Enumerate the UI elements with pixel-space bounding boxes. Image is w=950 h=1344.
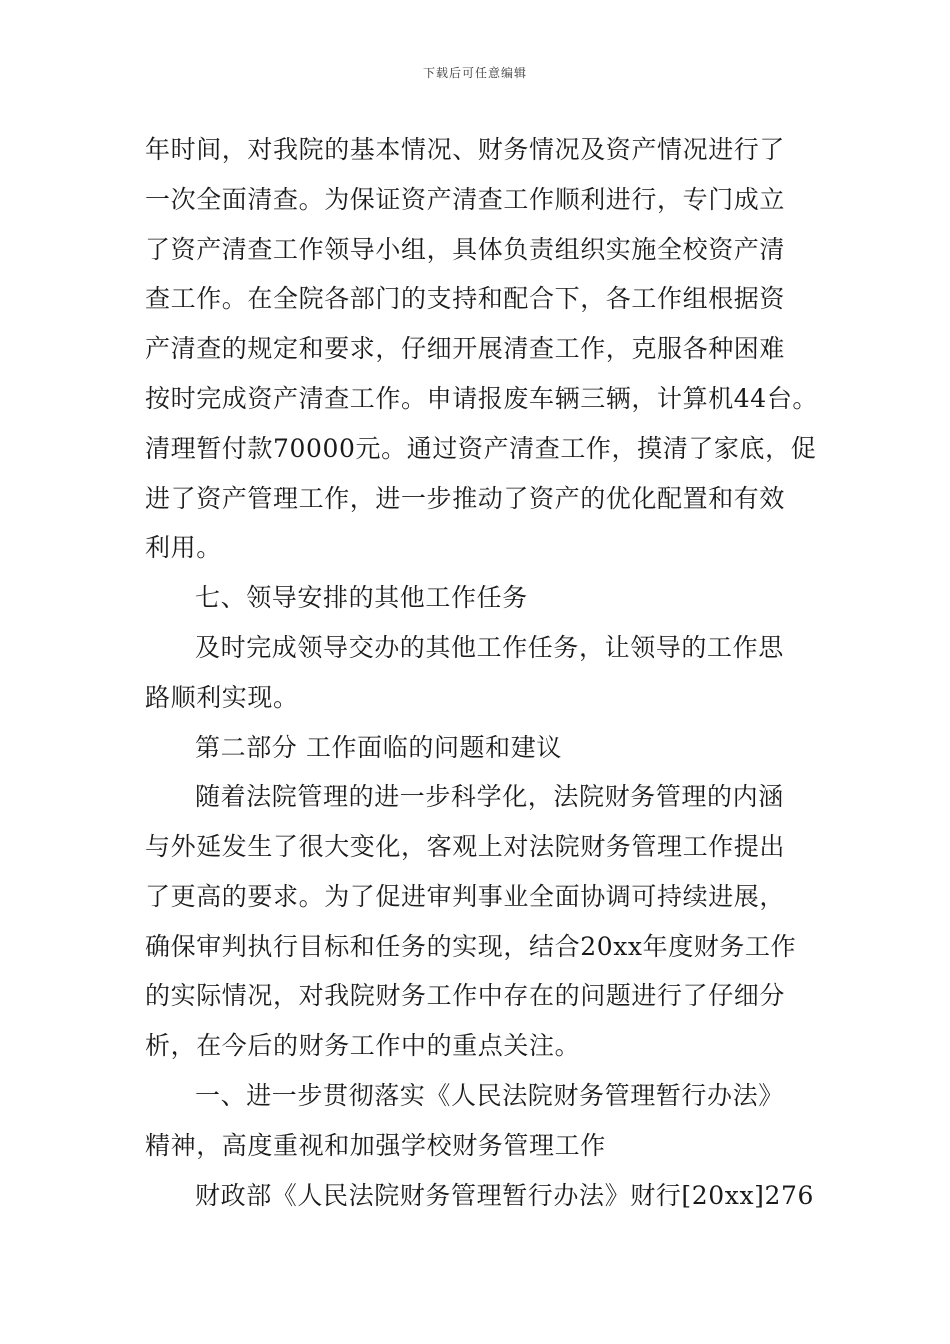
body-line: 查工作。在全院各部门的支持和配合下，各工作组根据资 (145, 284, 786, 313)
body-line: 进了资产管理工作，进一步推动了资产的优化配置和有效 (145, 484, 786, 513)
body-line: 一次全面清查。为保证资产清查工作顺利进行，专门成立 (145, 185, 786, 214)
body-line: 财政部《人民法院财务管理暂行办法》财行[20xx]276 (195, 1181, 815, 1210)
section-heading-continued: 精神，高度重视和加强学校财务管理工作 (145, 1131, 606, 1160)
body-line: 的实际情况，对我院财务工作中存在的问题进行了仔细分 (145, 981, 786, 1010)
page-header: 下载后可任意编辑 (422, 66, 527, 80)
body-line: 清理暂付款70000元。通过资产清查工作，摸清了家底，促 (145, 434, 817, 463)
body-line: 利用。 (145, 533, 222, 562)
body-line: 路顺利实现。 (145, 683, 299, 712)
body-line: 与外延发生了很大变化，客观上对法院财务管理工作提出 (145, 832, 786, 861)
body-line: 按时完成资产清查工作。申请报废车辆三辆，计算机44台。 (145, 384, 819, 413)
body-line: 析，在今后的财务工作中的重点关注。 (145, 1031, 581, 1060)
body-line: 随着法院管理的进一步科学化，法院财务管理的内涵 (195, 782, 784, 811)
body-line: 了资产清查工作领导小组，具体负责组织实施全校资产清 (145, 235, 786, 264)
section-heading: 七、领导安排的其他工作任务 (195, 583, 528, 612)
body-line: 及时完成领导交办的其他工作任务，让领导的工作思 (195, 633, 784, 662)
body-line: 了更高的要求。为了促进审判事业全面协调可持续进展， (145, 882, 786, 911)
part-heading: 第二部分 工作面临的问题和建议 (195, 733, 562, 762)
body-line: 年时间，对我院的基本情况、财务情况及资产情况进行了 (145, 135, 786, 164)
body-line: 确保审判执行目标和任务的实现，结合20xx年度财务工作 (145, 932, 797, 961)
section-heading: 一、进一步贯彻落实《人民法院财务管理暂行办法》 (195, 1081, 784, 1110)
body-line: 产清查的规定和要求，仔细开展清查工作，克服各种困难 (145, 334, 786, 363)
